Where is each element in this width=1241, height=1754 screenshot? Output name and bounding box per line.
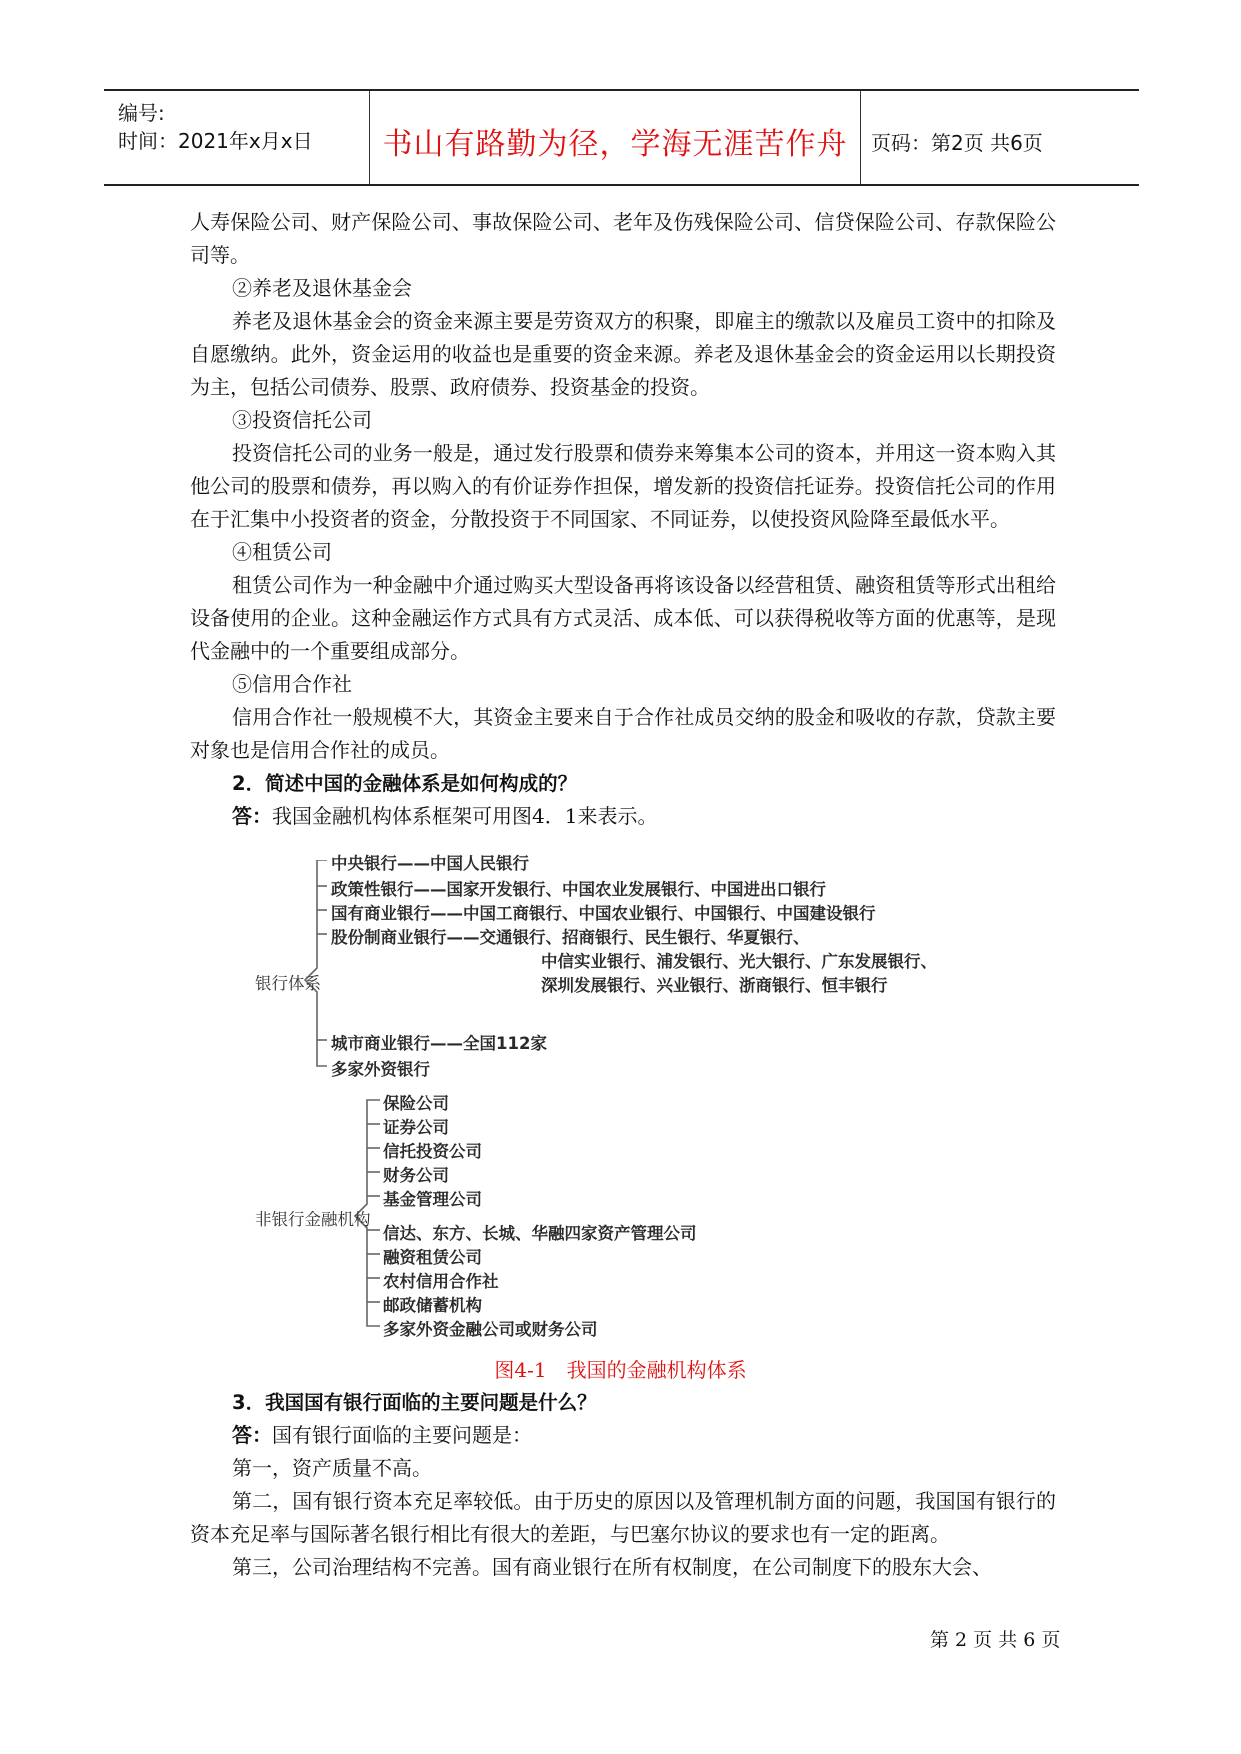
paragraph: 第三，公司治理结构不完善。国有商业银行在所有权制度，在公司制度下的股东大会、 — [232, 1555, 992, 1579]
question-heading: 2．简述中国的金融体系是如何构成的？ — [232, 772, 578, 795]
header-right-cell — [859, 91, 1139, 184]
answer-line — [190, 800, 1056, 833]
paragraph: 信用合作社一般规模不大，其资金主要来自于合作社成员交纳的股金和吸收的存款，贷款主要对象也是信用合作社的成员。 — [190, 705, 1056, 762]
bank-item: 股份制商业银行——交通银行、招商银行、民生银行、华夏银行、 — [331, 928, 810, 947]
nonbank-item: 保险公司 — [383, 1094, 449, 1113]
bank-item: 多家外资银行 — [331, 1060, 430, 1079]
nonbank-item: 证券公司 — [383, 1118, 449, 1137]
nonbank-item: 财务公司 — [383, 1166, 449, 1185]
paragraph: 第一，资产质量不高。 — [232, 1456, 432, 1480]
paragraph: 租赁公司作为一种金融中介通过购买大型设备再将该设备以经营租赁、融资租赁等形式出租给设备使用的企业。这种金融运作方式具有方式灵活、成本低、可以获得税收等方面的优惠等，是现代金融中的一个重要组成部分。 — [190, 573, 1056, 663]
header-middle-cell — [369, 91, 861, 184]
nonbank-item: 基金管理公司 — [383, 1190, 482, 1209]
nonbank-item: 信托投资公司 — [383, 1142, 482, 1161]
paragraph: 人寿保险公司、财产保险公司、事故保险公司、老年及伤残保险公司、信贷保险公司、存款保险公司等。 — [190, 210, 1056, 267]
header-page-code: 页码：第2页 共6页 — [871, 131, 1043, 155]
answer-label: 答： — [232, 1423, 272, 1447]
answer-label: 答： — [232, 804, 272, 828]
paragraph: 投资信托公司的业务一般是，通过发行股票和债券来筹集本公司的资本，并用这一资本购入其他公司的股票和债券，再以购入的有价证券作担保，增发新的投资信托证券。投资信托公司的作用在于汇集中小投资者的资金，分散投资于不同国家、不同证券，以使投资风险降至最低水平。 — [190, 441, 1056, 531]
subheading: ⑤信用合作社 — [232, 672, 352, 696]
bank-item: 国有商业银行——中国工商银行、中国农业银行、中国银行、中国建设银行 — [331, 904, 876, 923]
header-motto: 书山有路勤为径，学海无涯苦作舟 — [382, 127, 848, 162]
page-header — [104, 89, 1139, 186]
bank-item: 深圳发展银行、兴业银行、浙商银行、恒丰银行 — [541, 976, 888, 995]
nonbank-item: 融资租赁公司 — [383, 1248, 482, 1267]
header-left-cell — [104, 91, 369, 184]
body-text-lower — [190, 1386, 1056, 1584]
nonbank-label: 非银行金融机构 — [255, 1210, 371, 1229]
bank-item: 政策性银行——国家开发银行、中国农业发展银行、中国进出口银行 — [331, 880, 826, 899]
nonbank-item: 多家外资金融公司或财务公司 — [383, 1320, 598, 1339]
nonbank-item: 信达、东方、长城、华融四家资产管理公司 — [383, 1224, 697, 1243]
page-footer: 第 2 页 共 6 页 — [930, 1629, 1061, 1651]
answer-text: 国有银行面临的主要问题是： — [272, 1423, 532, 1447]
nonbank-item: 邮政储蓄机构 — [383, 1296, 482, 1315]
bank-system-label: 银行体系 — [255, 974, 321, 993]
figure-caption: 图4-1 我国的金融机构体系 — [494, 1358, 747, 1382]
bank-item: 中信实业银行、浦发银行、光大银行、广东发展银行、 — [541, 952, 937, 971]
subheading: ②养老及退休基金会 — [232, 276, 412, 300]
body-text-upper — [190, 206, 1056, 833]
paragraph: 第二，国有银行资本充足率较低。由于历史的原因以及管理机制方面的问题，我国国有银行的资本充足率与国际著名银行相比有很大的差距，与巴塞尔协议的要求也有一定的距离。 — [190, 1489, 1056, 1546]
question-heading: 3．我国国有银行面临的主要问题是什么？ — [232, 1391, 597, 1414]
paragraph: 养老及退休基金会的资金来源主要是劳资双方的积聚，即雇主的缴款以及雇员工资中的扣除及自愿缴纳。此外，资金运用的收益也是重要的资金来源。养老及退休基金会的资金运用以长期投资为主，包括公司债券、股票、政府债券、投资基金的投资。 — [190, 309, 1056, 399]
nonbank-item: 农村信用合作社 — [383, 1272, 499, 1291]
bank-item: 城市商业银行——全国112家 — [331, 1034, 547, 1053]
answer-line — [190, 1419, 1056, 1452]
document-number-label: 编号: — [118, 101, 165, 125]
subheading: ③投资信托公司 — [232, 408, 372, 432]
document-time-label: 时间：2021年x月x日 — [118, 129, 313, 153]
answer-text: 我国金融机构体系框架可用图4．1来表示。 — [272, 804, 658, 828]
subheading: ④租赁公司 — [232, 540, 332, 564]
financial-institution-diagram — [255, 854, 975, 1360]
bank-item: 中央银行——中国人民银行 — [331, 854, 529, 873]
